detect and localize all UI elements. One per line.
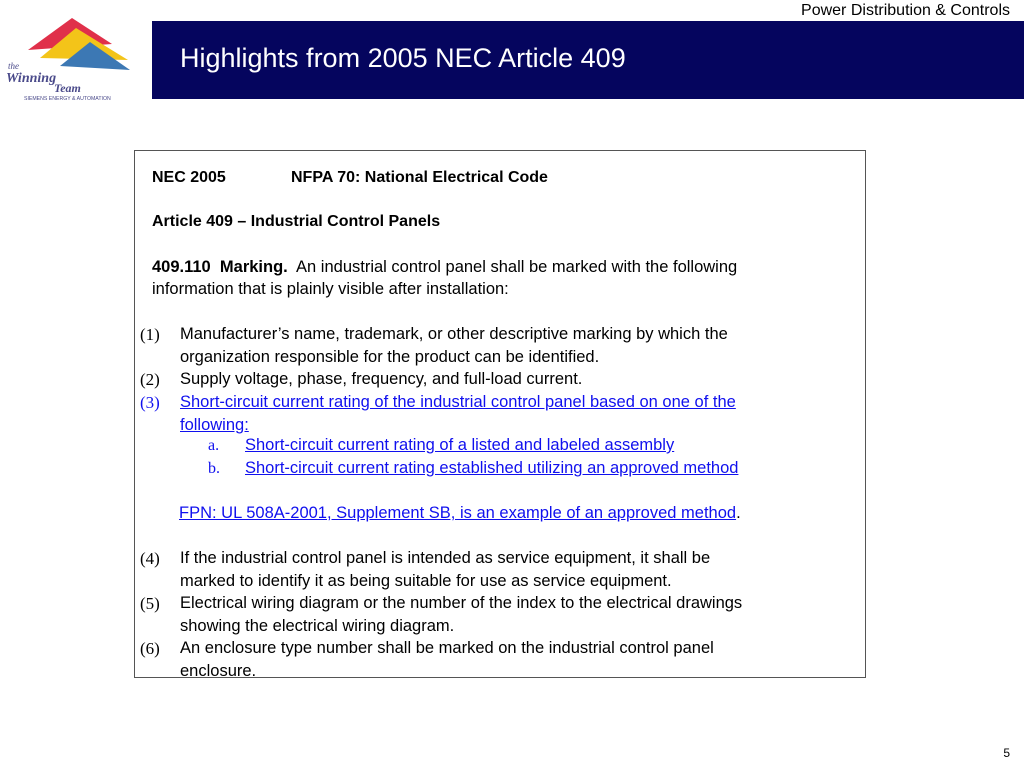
item-3-line1: Short-circuit current rating of the industrial control panel based on one of the bbox=[180, 393, 736, 411]
item-1-line1: Manufacturer’s name, trademark, or other descriptive marking by which the bbox=[180, 325, 728, 343]
fpn-period: . bbox=[736, 504, 741, 522]
logo-winning-text: Winning bbox=[6, 71, 57, 86]
fpn-text: FPN: UL 508A-2001, Supplement SB, is an example of an approved method bbox=[179, 504, 737, 522]
list-item-2 bbox=[180, 368, 852, 391]
item-2-line1: Supply voltage, phase, frequency, and full-load current. bbox=[180, 370, 583, 388]
list-item-3 bbox=[180, 391, 852, 436]
section-409-110 bbox=[152, 256, 852, 300]
fpn-note bbox=[179, 502, 859, 525]
list-item-1 bbox=[180, 323, 852, 368]
sub-item-a: Short-circuit current rating of a listed and labeled assembly bbox=[245, 436, 675, 454]
winning-team-logo bbox=[0, 14, 150, 104]
sub-item-letter: b. bbox=[208, 460, 220, 477]
list-item-6 bbox=[180, 637, 852, 682]
page-title: Highlights from 2005 NEC Article 409 bbox=[180, 43, 626, 73]
list-item-5 bbox=[180, 592, 852, 637]
item-number: (5) bbox=[140, 594, 160, 613]
logo-tagline: SIEMENS ENERGY & AUTOMATION bbox=[24, 96, 111, 102]
list-item-4 bbox=[180, 547, 852, 592]
code-id: NEC 2005 bbox=[152, 169, 226, 186]
article-title: Article 409 – Industrial Control Panels bbox=[152, 213, 441, 230]
item-number: (6) bbox=[140, 639, 160, 658]
code-name: NFPA 70: National Electrical Code bbox=[291, 169, 548, 186]
item-4-line2: marked to identify it as being suitable for use as service equipment. bbox=[180, 571, 672, 590]
item-number: (2) bbox=[140, 370, 160, 389]
section-text-line1: An industrial control panel shall be marked with the following bbox=[296, 258, 738, 276]
section-number: 409.110 bbox=[152, 258, 211, 276]
item-1-line2: organization responsible for the product can be identified. bbox=[180, 347, 600, 366]
item-5-line2: showing the electrical wiring diagram. bbox=[180, 616, 455, 635]
item-number: (3) bbox=[140, 393, 160, 412]
item-5-line1: Electrical wiring diagram or the number of the index to the electrical drawings bbox=[180, 594, 743, 612]
logo-the-text: the bbox=[8, 61, 19, 71]
nec-excerpt-box bbox=[134, 150, 866, 678]
logo-graphic bbox=[0, 14, 150, 104]
title-bar bbox=[152, 21, 1024, 99]
division-label: Power Distribution & Controls bbox=[801, 2, 1010, 19]
item-6-line1: An enclosure type number shall be marked on the industrial control panel bbox=[180, 639, 714, 657]
section-text-line2: information that is plainly visible after installation: bbox=[152, 280, 509, 298]
item-4-line1: If the industrial control panel is intended as service equipment, it shall be bbox=[180, 549, 711, 567]
item-number: (1) bbox=[140, 325, 160, 344]
page-number: 5 bbox=[1003, 746, 1010, 760]
sub-item-b: Short-circuit current rating established utilizing an approved method bbox=[245, 459, 739, 477]
item-3-line2: following: bbox=[180, 415, 249, 434]
item-number: (4) bbox=[140, 549, 160, 568]
section-heading: Marking. bbox=[219, 258, 288, 276]
sub-item-letter: a. bbox=[208, 437, 220, 454]
logo-team-text: Team bbox=[54, 81, 81, 95]
item-6-line2: enclosure. bbox=[180, 661, 257, 680]
